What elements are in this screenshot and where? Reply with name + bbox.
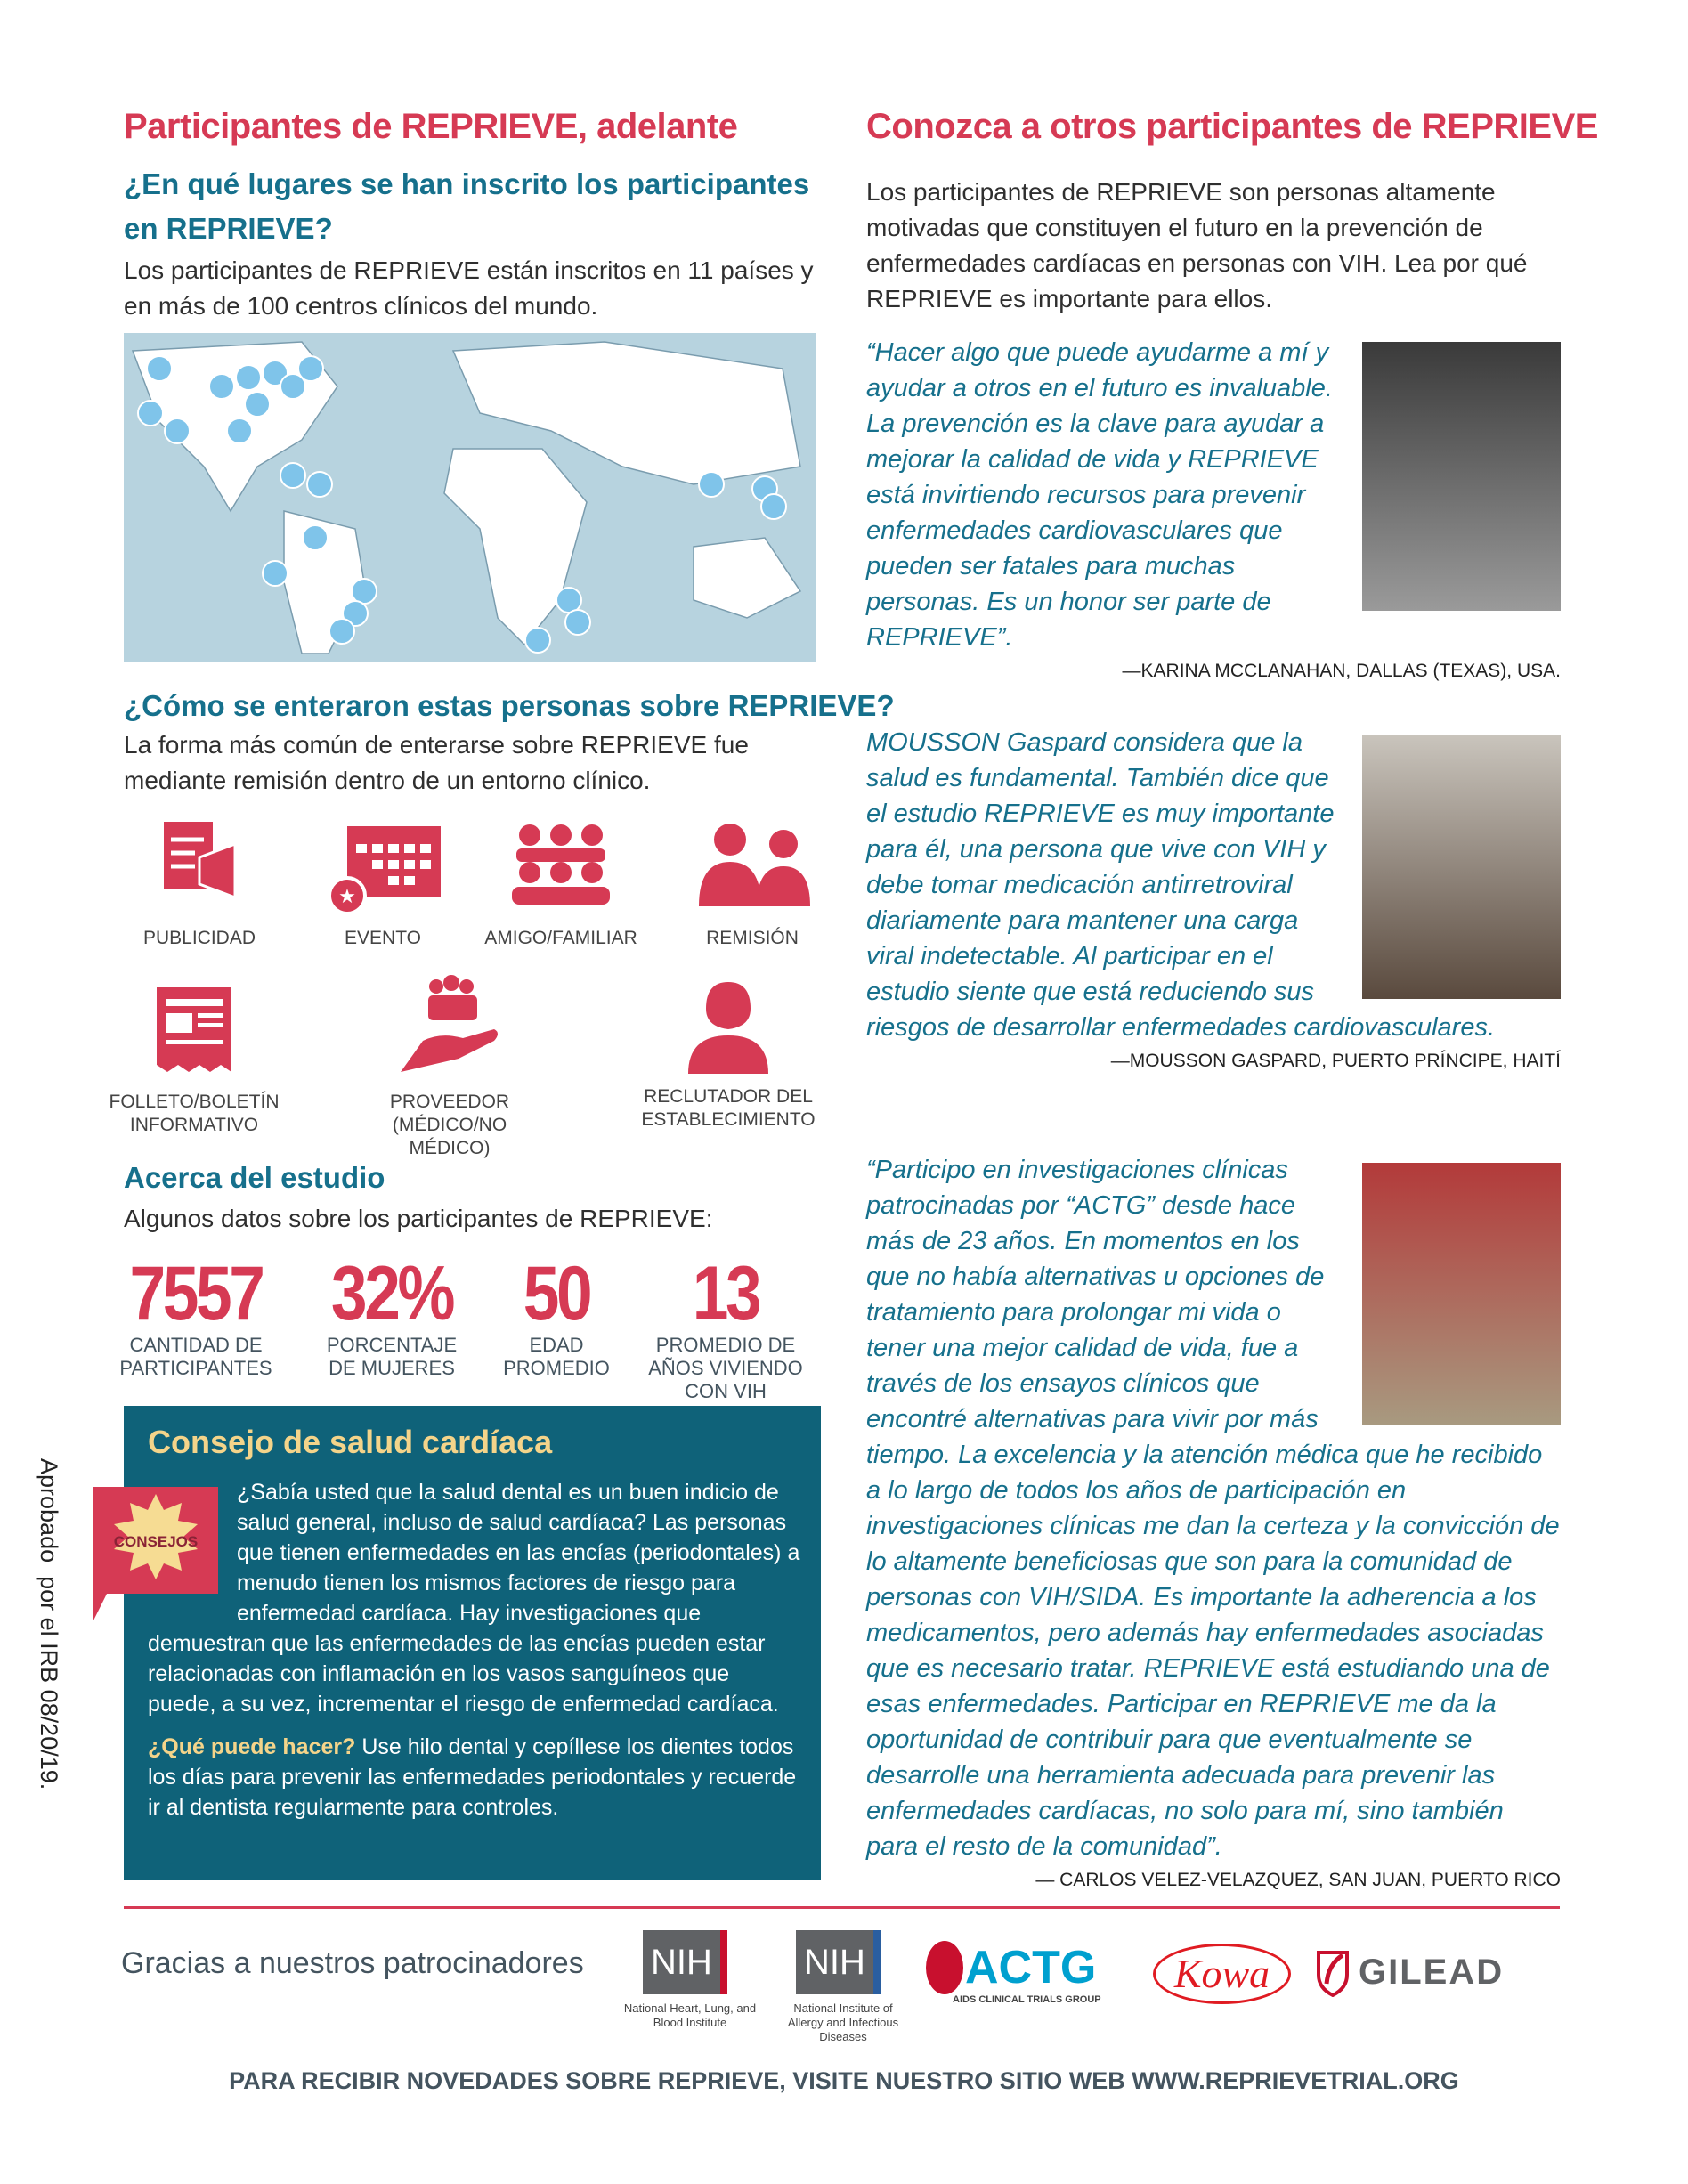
referral-icon — [690, 817, 815, 915]
heart-health-tip — [124, 1406, 821, 1880]
tip-body: ¿Sabía usted que la salud dental es un buen indicio de salud general, incluso de salud cardíaca? Las personas que tienen enfermedades en las encías (periodontales) a menudo tienen los mismos factores de riesgo para enfermedad cardíaca. Hay investigaciones que demuestran que las enfermedades de las encías pueden estar relacionadas con inflamación en los vasos sanguíneos que puede, a su vez, incrementar el riesgo de enfermedad cardíaca. — [148, 1480, 800, 1717]
stat-women: 32% PORCENTAJE DE MUJERES — [326, 1251, 458, 1379]
tip-action-label: ¿Qué puede hacer? — [148, 1734, 356, 1759]
newsletter-icon — [150, 983, 239, 1079]
left-title: Participantes de REPRIEVE, adelante — [124, 107, 738, 146]
gilead-shield-icon — [1316, 1948, 1350, 1997]
tip-title: Consejo de salud cardíaca — [148, 1424, 553, 1460]
tip-action-text: Use hilo dental y cepíllese los dientes todos los días para prevenir las enfermedades periodontales y recuerde ir al dentista regularmente para controles. — [148, 1734, 797, 1820]
source-label: RECLUTADOR DEL ESTABLECIMIENTO — [641, 1086, 816, 1130]
stat-years-hiv: 13 PROMEDIO DE AÑOS VIVIENDO CON VIH — [648, 1251, 803, 1402]
source-provider — [352, 974, 548, 1160]
source-label: PUBLICIDAD — [142, 928, 256, 948]
source-advertising — [101, 817, 297, 950]
about-heading: Acerca del estudio — [124, 1161, 385, 1194]
quote-text: MOUSSON Gaspard considera que la salud es fundamental. También dice que el estudio REPRIEVE es muy importante para él, una persona que vive con VIH y debe tomar medicación antirretroviral diariamente para mantener una carga viral indetectable. Al participar en el estudio siente que está reduciendo sus riesgos de desarrollar enfermedades cardiovasculares. — [866, 728, 1496, 1042]
right-title: Conozca a otros participantes de REPRIEVE — [866, 107, 1598, 146]
world-map — [124, 333, 816, 662]
quote-karina — [866, 335, 1561, 682]
nhlbi-logo: NIH National Heart, Lung, and Blood Institute — [623, 1930, 757, 2030]
divider — [124, 1906, 1560, 1909]
stat-age: 50 EDAD PROMEDIO — [503, 1251, 610, 1379]
tips-badge-label: CONSEJOS — [113, 1533, 199, 1550]
red-ribbon-icon — [926, 1941, 963, 1994]
quote-attribution: — CARLOS VELEZ-VELAZQUEZ, SAN JUAN, PUERTO RICO — [1035, 1870, 1561, 1890]
how-heading: ¿Cómo se enteraron estas personas sobre REPRIEVE? — [124, 689, 895, 722]
friends-family-icon — [507, 817, 614, 915]
where-heading: ¿En qué lugares se han inscrito los participantes en REPRIEVE? — [124, 167, 810, 245]
carlos-photo — [1362, 1163, 1561, 1425]
advertising-icon — [155, 817, 244, 915]
gilead-logo: GILEAD — [1316, 1948, 1504, 1997]
irb-approval-note: Aprobado por el IRB 08/20/19. — [36, 1458, 62, 1790]
quote-attribution: —MOUSSON GASPARD, PUERTO PRÍNCIPE, HAITÍ — [1110, 1051, 1561, 1071]
quote-text: “Participo en investigaciones clínicas patrocinadas por “ACTG” desde hace más de 23 años. En momentos en los que no había alternativas u opciones de tratamiento para prolongar mi vida o tener una mejor calidad de vida, fue a través de los ensayos clínicos que encontré alternativas para vivir por más tiempo. La excelencia y la atención médica que he recibido a lo largo de todos los años de participación en investigaciones clínicas me dan la certeza y la convicción de lo altamente beneficiosas que son para la comunidad de personas con VIH/SIDA. Es importante la adherencia a los medicamentos, pero además hay enfermedades asociadas que es necesario tratar. REPRIEVE está estudiando una de esas enfermedades. Participar en REPRIEVE me da la oportunidad de contribuir para que eventualmente se desarrolle una herramienta adecuada para prevenir las enfermedades cardíacas, no solo para mí, sino también para el resto de la comunidad”. — [866, 1156, 1560, 1861]
source-friends — [463, 817, 659, 950]
source-recruiter — [630, 978, 826, 1132]
right-intro: Los participantes de REPRIEVE son personas altamente motivadas que constituyen el futuro en la prevención de enfermedades cardíacas en personas con VIH. Lea por qué REPRIEVE es importante para ellos. — [866, 178, 1528, 313]
source-label: EVENTO — [345, 928, 421, 948]
provider-hand-icon — [396, 974, 503, 1079]
mousson-photo — [1362, 735, 1561, 999]
recruiter-icon — [684, 978, 773, 1074]
niaid-logo: NIH National Institute of Allergy and Infectious Diseases — [776, 1930, 910, 2044]
footer-website: PARA RECIBIR NOVEDADES SOBRE REPRIEVE, VISITE NUESTRO SITIO WEB WWW.REPRIEVETRIAL.ORG — [229, 2067, 1459, 2094]
source-newsletter — [96, 983, 292, 1137]
source-referral — [654, 817, 850, 950]
source-label: FOLLETO/BOLETÍN INFORMATIVO — [109, 1092, 280, 1135]
calendar-icon — [321, 817, 445, 915]
source-label: REMISIÓN — [706, 928, 799, 948]
where-text: Los participantes de REPRIEVE están inscritos en 11 países y en más de 100 centros clínicos del mundo. — [124, 256, 814, 320]
africa — [444, 449, 587, 645]
actg-logo: ACTG AIDS CLINICAL TRIALS GROUP — [926, 1941, 1113, 2005]
quote-mousson — [866, 725, 1561, 1072]
about-text: Algunos datos sobre los participantes de REPRIEVE: — [124, 1205, 713, 1232]
australia — [694, 538, 800, 618]
tips-badge — [89, 1478, 223, 1620]
source-event — [285, 817, 481, 950]
quote-attribution: —KARINA MCCLANAHAN, DALLAS (TEXAS), USA. — [1122, 661, 1561, 681]
quote-carlos — [866, 1152, 1561, 1891]
quote-text: “Hacer algo que puede ayudarme a mí y ayudar a otros en el futuro es invaluable. La prevención es la clave para ayudar a mejorar la calidad de vida y REPRIEVE está invirtiendo recursos para prevenir enfermedades cardiovasculares que pueden ser fatales para muchas personas. Es un honor ser parte de REPRIEVE”. — [866, 338, 1333, 652]
stat-participants: 7557 CANTIDAD DE PARTICIPANTES — [119, 1251, 272, 1379]
how-text: La forma más común de enterarse sobre REPRIEVE fue mediante remisión dentro de un entorno clínico. — [124, 731, 749, 794]
karina-photo — [1362, 342, 1561, 611]
source-label: AMIGO/FAMILIAR — [484, 928, 637, 948]
svg-text:★: ★ — [338, 885, 356, 907]
kowa-logo: Kowa — [1153, 1944, 1291, 2004]
source-label: PROVEEDOR (MÉDICO/NO MÉDICO) — [389, 1092, 510, 1158]
sponsors-heading: Gracias a nuestros patrocinadores — [121, 1946, 584, 1980]
